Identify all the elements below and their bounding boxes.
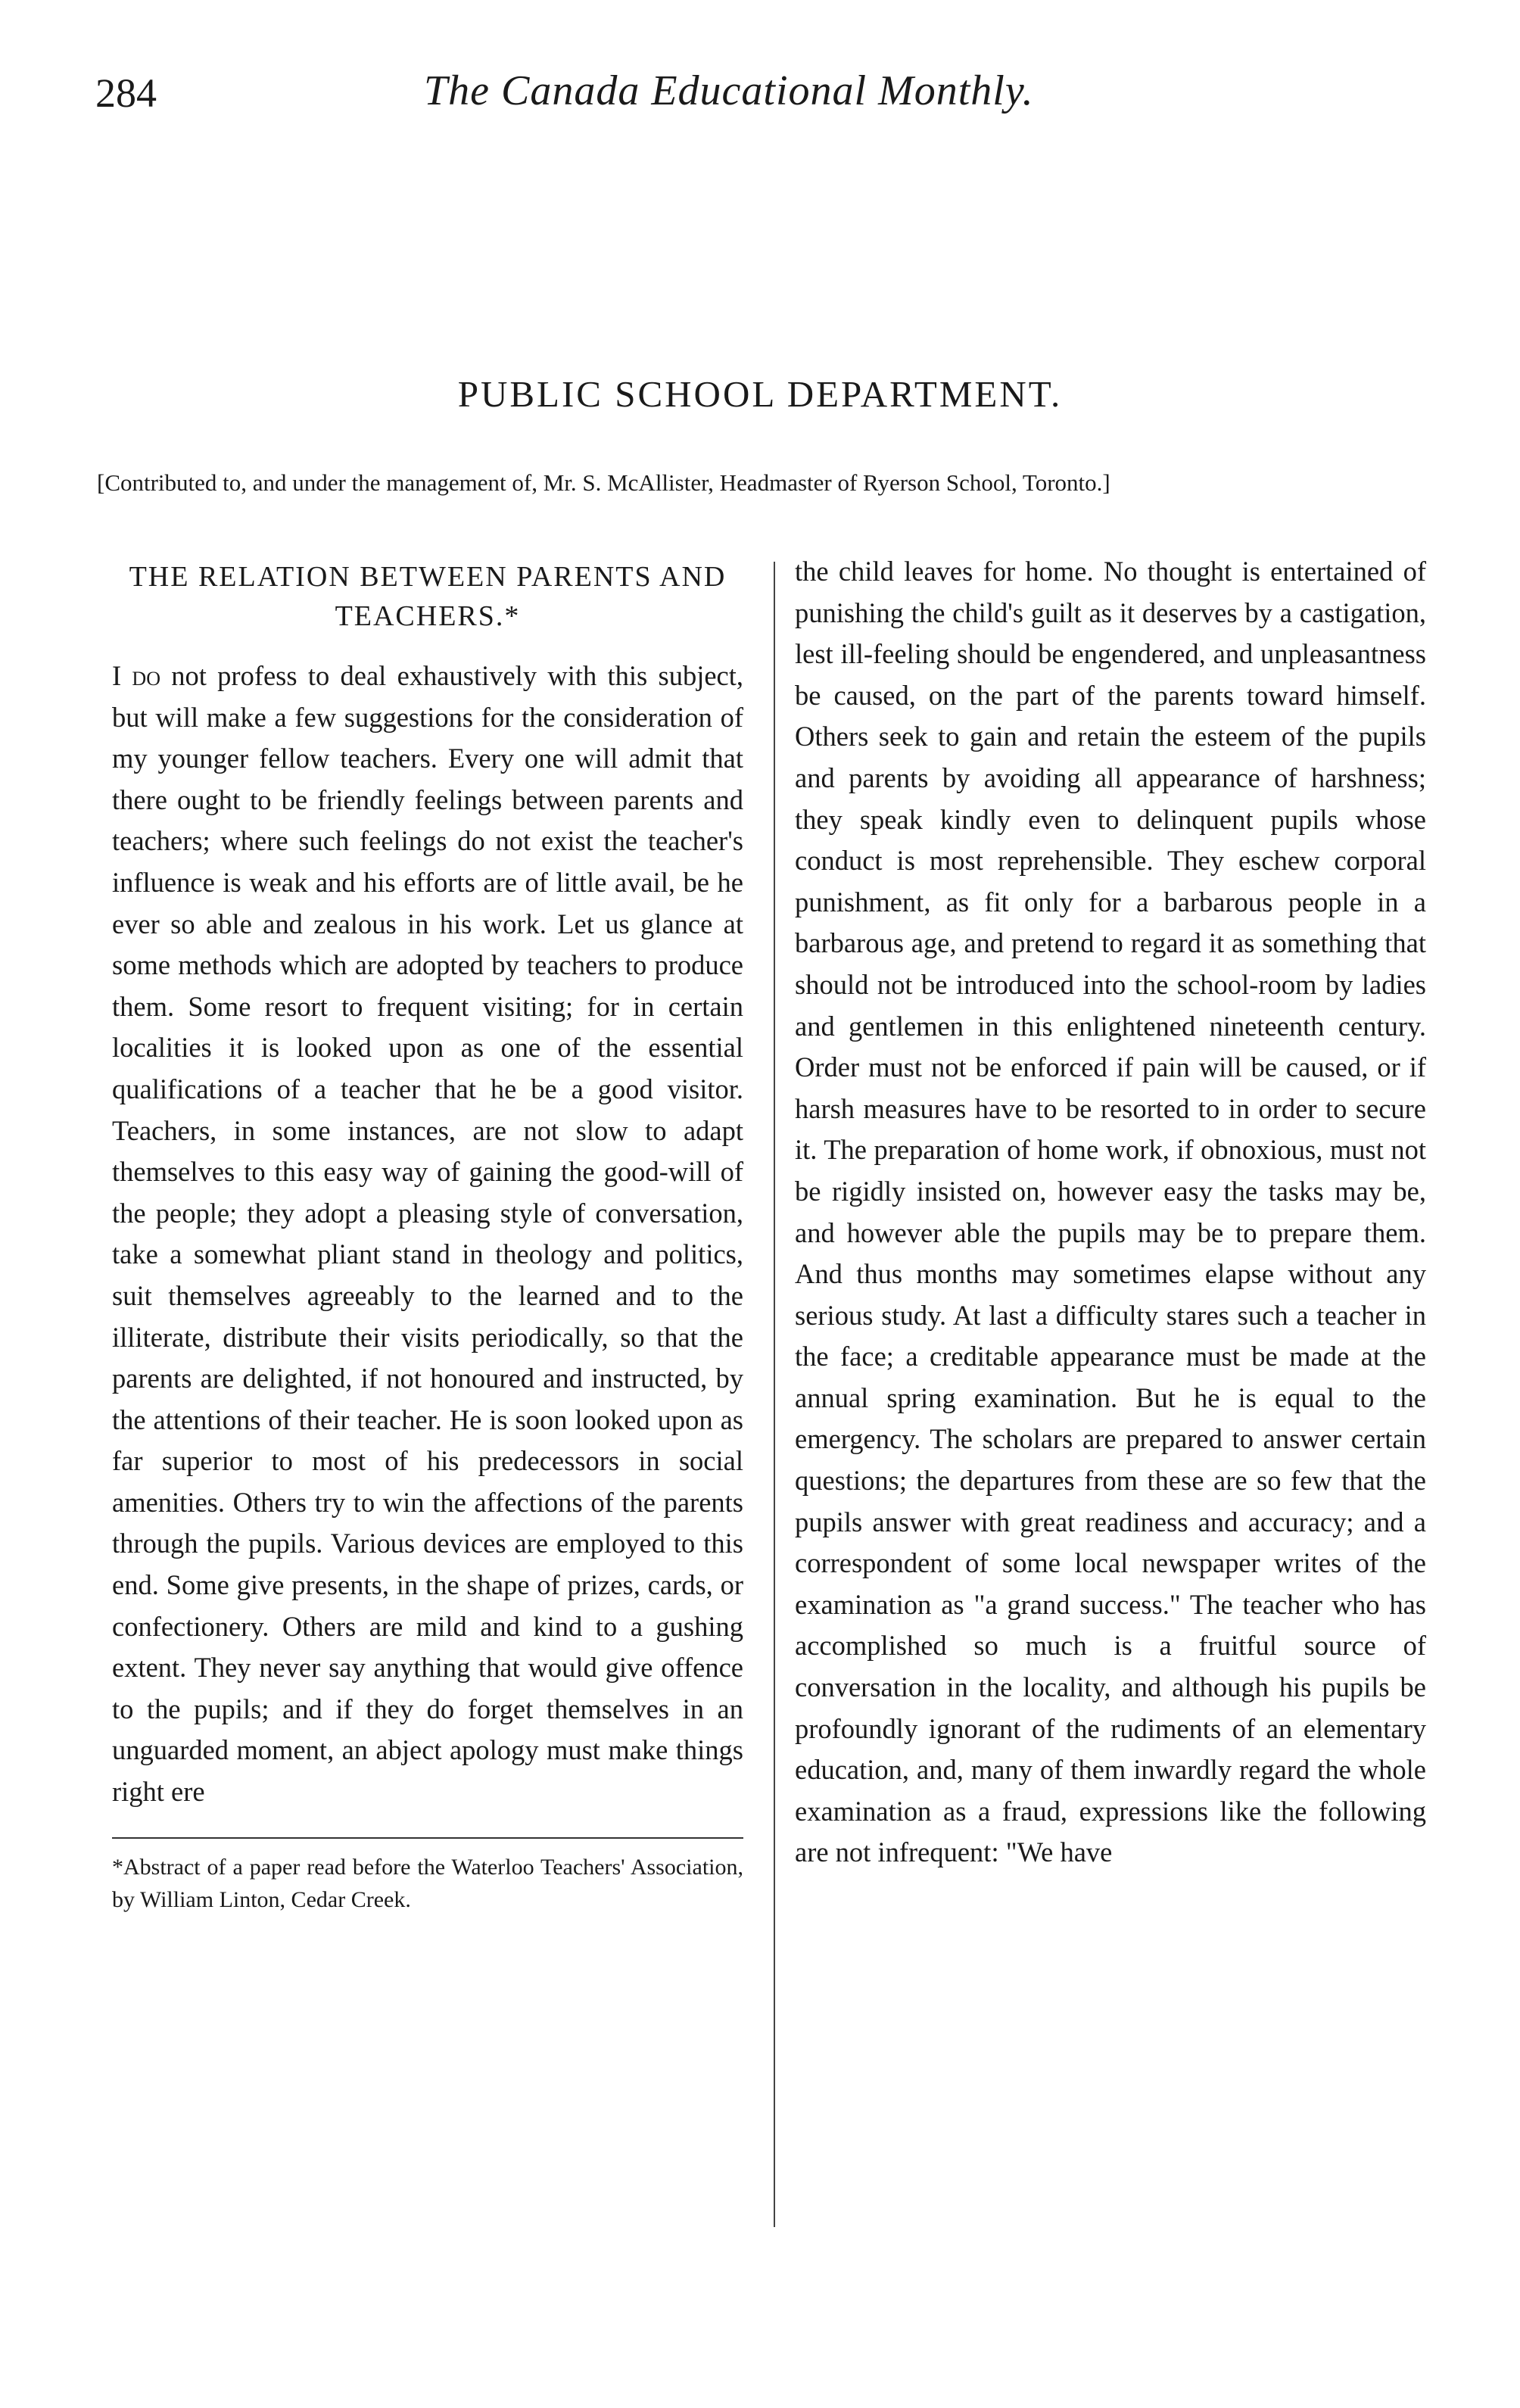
right-column xyxy=(795,551,1426,1874)
lead-word: I do xyxy=(112,660,160,691)
running-title: The Canada Educational Monthly. xyxy=(424,67,1034,114)
article-body-left xyxy=(112,656,743,1813)
left-column-text: not profess to deal exhaustively with this subject, but will make a few suggestions for the consideration of my younger fellow teachers. Every one will admit that there ought to be friendly feelings between parents and teachers; where such feelings do not exist the teacher's influence is weak and his efforts are of little avail, be he ever so able and zealous in his work. Let us glance at some methods which are adopted by teachers to produce them. Some resort to frequent visiting; for in certain localities it is looked upon as one of the essential qualifications of a teacher that he be a good visitor. Teachers, in some instances, are not slow to adapt themselves to this easy way of gaining the good-will of the people; they adopt a pleasing style of conversation, take a somewhat pliant stand in theology and politics, suit themselves agreeably to the learned and to the illiterate, distribute their visits periodically, so that the parents are delighted, if not honoured and instructed, by the attentions of their teacher. He is soon looked upon as far superior to most of his predecessors in social amenities. Others try to win the affections of the parents through the pupils. Various devices are employed to this end. Some give presents, in the shape of prizes, cards, or confectionery. Others are mild and kind to a gushing extent. They never say anything that would give offence to the pupils; and if they do forget themselves in an unguarded moment, an abject apology must make things right ere xyxy=(112,660,744,1808)
article-title: THE RELATION BETWEEN PARENTS AND TEACHERS.* xyxy=(129,561,727,632)
article-body-right: the child leaves for home. No thought is entertained of punishing the child's guilt as it deserves by a castigation, lest ill-feeling should be engendered, and unpleasantness be caused, on the part of the parents toward himself. Others seek to gain and retain the esteem of the pupils and parents by avoiding all appearance of harshness; they speak kindly even to delinquent pupils whose conduct is most reprehensible. They eschew corporal punishment, as fit only for a barbarous people in a barbarous age, and pretend to regard it as something that should not be introduced into the school-room by ladies and gentlemen in this enlightened nineteenth century. Order must not be enforced if pain will be caused, or if harsh measures have to be resorted to in order to secure it. The preparation of home work, if obnoxious, must not be rigidly insisted on, however easy the tasks may be, and however able the pupils may be to prepare them. And thus months may sometimes elapse without any serious study. At last a difficulty stares such a teacher in the face; a creditable appearance must be made at the annual spring examination. But he is equal to the emergency. The scholars are prepared to answer certain questions; the departures from these are so few that the pupils answer with great readiness and accuracy; and a correspondent of some local newspaper writes of the examination as "a grand success." The teacher who has accomplished so much is a fruitful source of conversation in the locality, and although his pupils be profoundly ignorant of the rudiments of an elementary education, and, many of them inwardly regard the whole examination as a fraud, expressions like the following are not infrequent: "We have xyxy=(795,556,1426,1868)
footnote-divider xyxy=(112,1837,743,1839)
left-column xyxy=(112,551,743,1916)
contributed-note: [Contributed to, and under the management of, Mr. S. McAllister, Headmaster of Ryerson School, Toronto.] xyxy=(97,469,1110,496)
footnote: *Abstract of a paper read before the Waterloo Teachers' Association, by William Linton, Cedar Creek. xyxy=(112,1854,743,1912)
department-title: PUBLIC SCHOOL DEPARTMENT. xyxy=(457,373,1063,415)
page-number: 284 xyxy=(95,70,157,116)
column-divider xyxy=(774,562,775,2227)
